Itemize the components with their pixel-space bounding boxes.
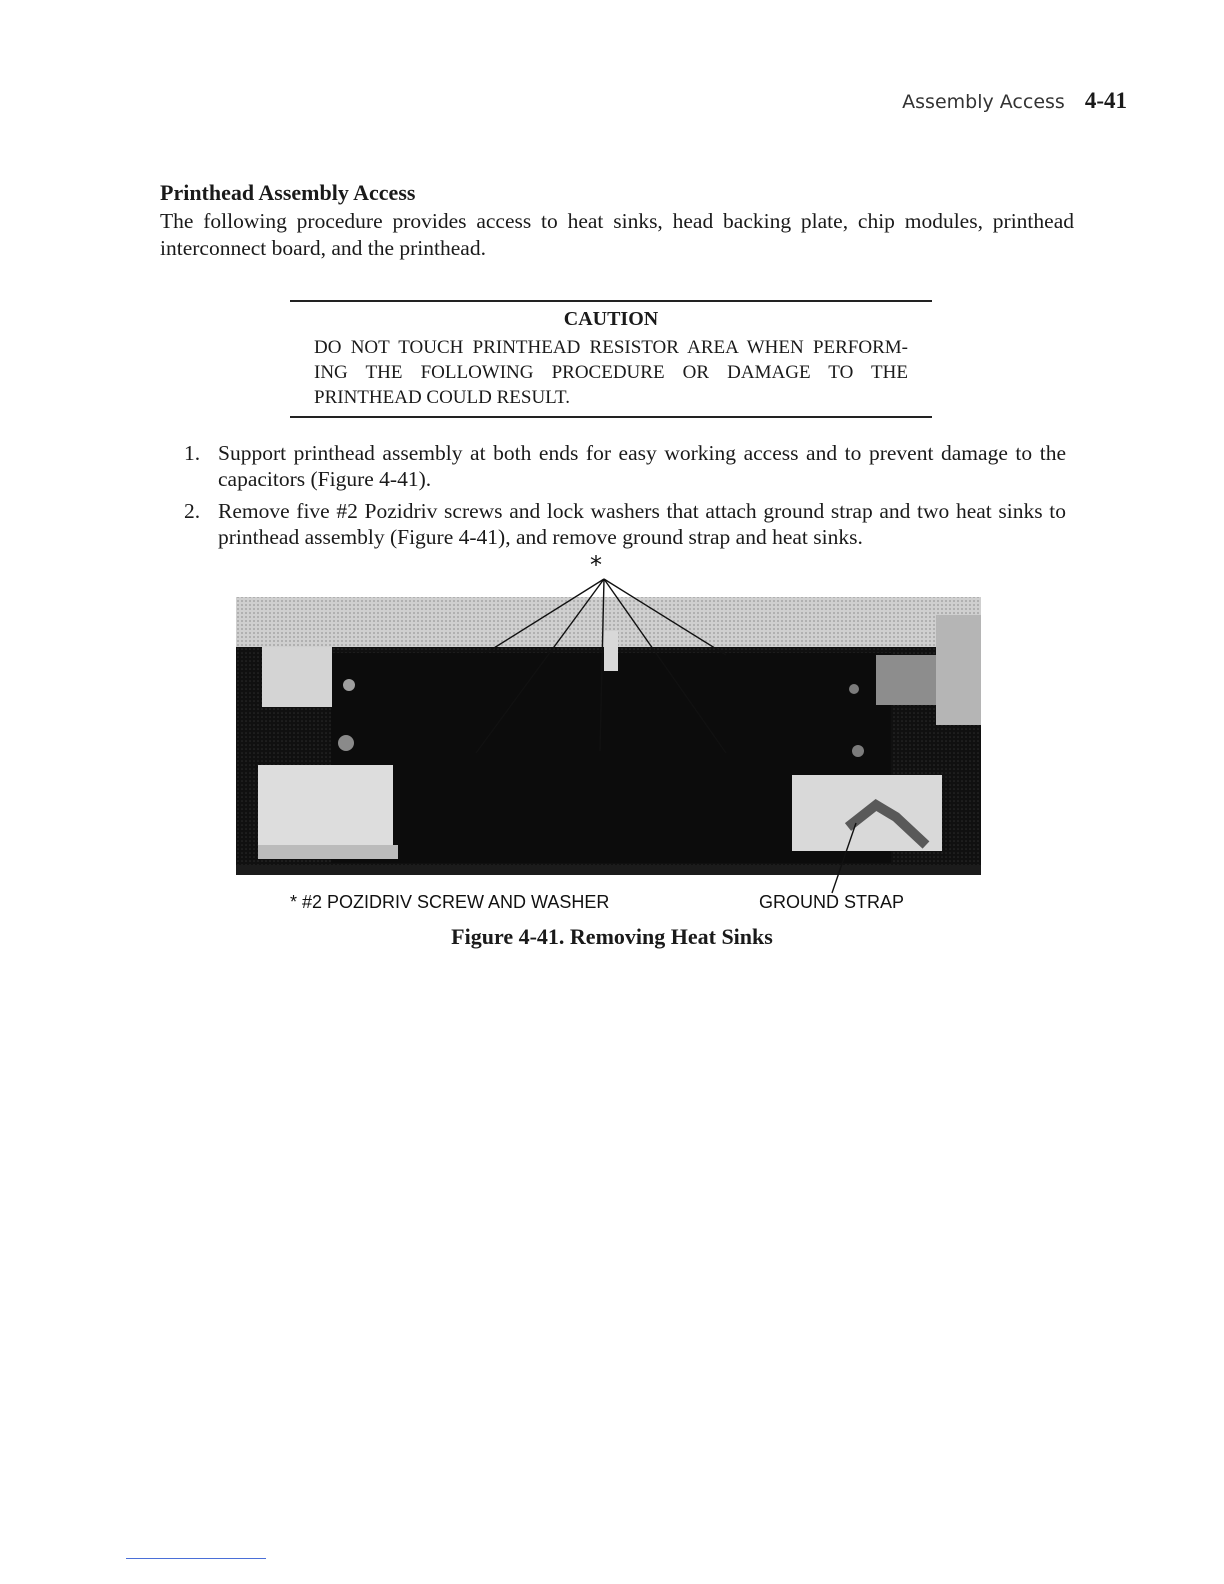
page-number: 4-41 <box>1084 88 1127 113</box>
list-item <box>160 440 1066 492</box>
asterisk-marker: * <box>590 551 602 579</box>
list-item <box>160 498 1066 550</box>
caution-body: DO NOT TOUCH PRINTHEAD RESISTOR AREA WHEN PERFORM-ING THE FOLLOWING PROCEDURE OR DAMAGE TO THE PRINTHEAD COULD RESULT. <box>314 337 908 408</box>
step-number: 2. <box>184 499 201 523</box>
step-number: 1. <box>184 441 201 465</box>
intro-paragraph: The following procedure provides access to heat sinks, head backing plate, chip modules, printhead interconnect board, and the printhead. <box>160 209 1074 260</box>
intro-block <box>160 180 1074 262</box>
figure-caption: Figure 4-41. Removing Heat Sinks <box>451 924 773 949</box>
printhead-photo <box>236 555 981 900</box>
step-text: Support printhead assembly at both ends for easy working access and to prevent damage to the capacitors (Figure 4-41). <box>218 441 1066 491</box>
procedure-steps <box>160 440 1066 556</box>
screw <box>338 735 354 751</box>
right-connector <box>876 655 936 705</box>
figure-removing-heat-sinks <box>236 551 981 912</box>
page-header <box>902 88 1127 114</box>
footer-rule <box>126 1558 266 1559</box>
ground-strap-label: GROUND STRAP <box>759 892 905 912</box>
screw-label: * #2 POZIDRIV SCREW AND WASHER <box>290 892 610 912</box>
screw <box>852 745 864 757</box>
step-text: Remove five #2 Pozidriv screws and lock washers that attach ground strap and two heat sinks to printhead assembly (Figure 4-41), and remove ground strap and heat sinks. <box>218 499 1066 549</box>
running-header-section: Assembly Access <box>902 91 1065 113</box>
left-capacitor-block <box>258 765 393 845</box>
left-bracket <box>262 647 332 707</box>
section-title: Printhead Assembly Access <box>160 180 416 205</box>
screw <box>849 684 859 694</box>
caution-title: CAUTION <box>563 308 659 330</box>
screw <box>343 679 355 691</box>
caution-box <box>290 300 932 418</box>
